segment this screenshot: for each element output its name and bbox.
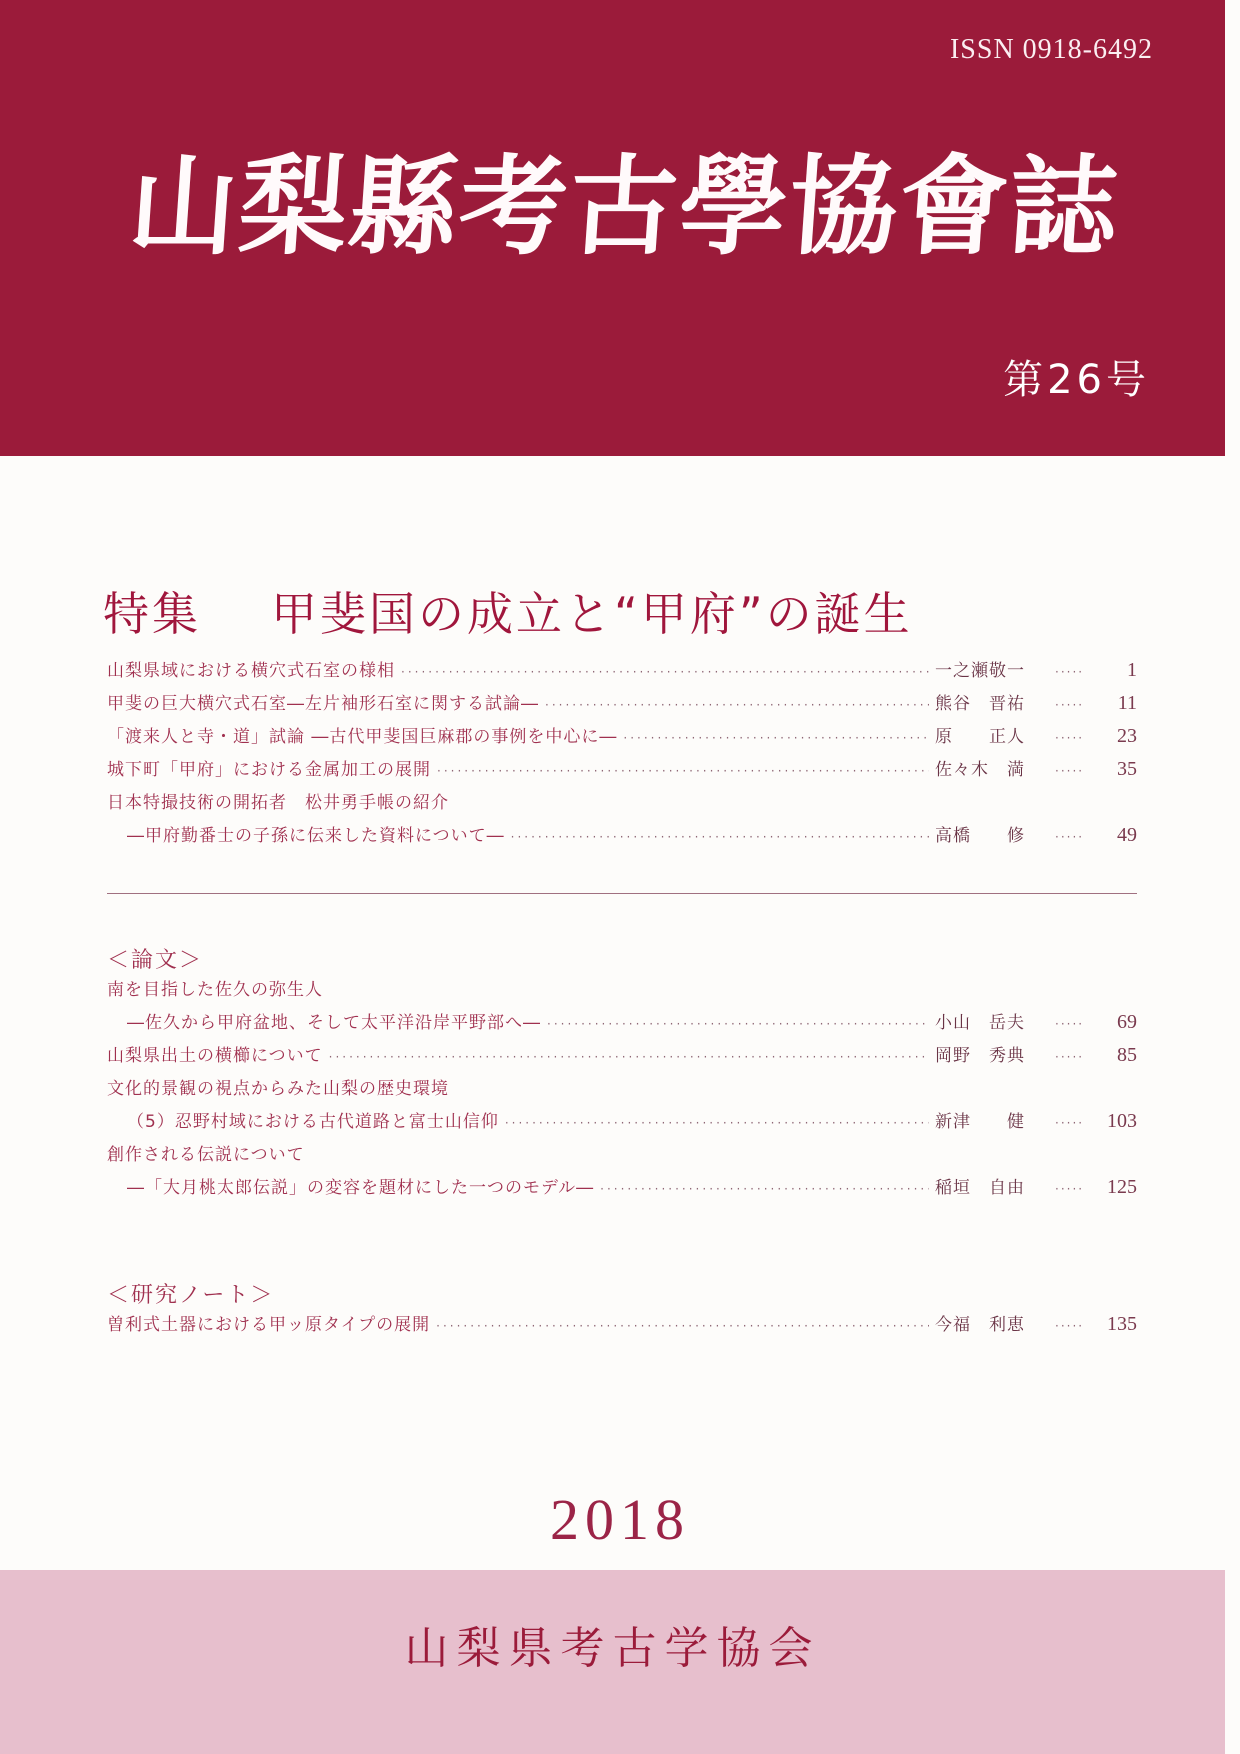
notes-list bbox=[107, 1310, 1137, 1343]
toc-page: 85 bbox=[1117, 1044, 1137, 1066]
toc-title: 甲斐の巨大横穴式石室―左片袖形石室に関する試論― bbox=[107, 694, 539, 714]
toc-page: 103 bbox=[1107, 1110, 1137, 1132]
leader-dots bbox=[401, 665, 929, 679]
toc-row bbox=[107, 1107, 1137, 1140]
leader-dots bbox=[600, 1182, 929, 1196]
leader-dots bbox=[1055, 830, 1097, 844]
toc-author: 小山 岳夫 bbox=[935, 1013, 1025, 1033]
papers-list bbox=[107, 975, 1137, 1206]
toc-row bbox=[107, 1140, 1137, 1173]
leader-dots bbox=[1055, 1116, 1097, 1130]
toc-row bbox=[107, 1074, 1137, 1107]
toc-author: 高橋 修 bbox=[935, 826, 1025, 846]
toc-author: 一之瀬敬一 bbox=[935, 661, 1025, 681]
leader-dots bbox=[505, 1116, 929, 1130]
toc-page: 49 bbox=[1117, 824, 1137, 846]
leader-dots bbox=[1055, 731, 1097, 745]
toc-title: ―佐久から甲府盆地、そして太平洋沿岸平野部へ― bbox=[127, 1013, 541, 1033]
issn: ISSN 0918-6492 bbox=[949, 34, 1153, 65]
toc-row bbox=[107, 689, 1137, 722]
journal-title: 山梨縣考古學協會誌 bbox=[124, 144, 1124, 270]
leader-dots bbox=[329, 1050, 929, 1064]
toc-title: 「渡来人と寺・道」試論 ―古代甲斐国巨麻郡の事例を中心に― bbox=[107, 727, 618, 747]
leader-dots bbox=[1055, 1319, 1097, 1333]
special-feature-list bbox=[107, 656, 1137, 854]
toc-title: 創作される伝説について bbox=[107, 1145, 305, 1165]
special-feature-title: 甲斐国の成立と“甲府”の誕生 bbox=[271, 587, 913, 641]
toc-page: 135 bbox=[1107, 1313, 1137, 1335]
toc-author: 熊谷 晋祐 bbox=[935, 694, 1025, 714]
toc-title: 南を目指した佐久の弥生人 bbox=[107, 980, 323, 1000]
toc-page: 125 bbox=[1107, 1176, 1137, 1198]
toc-row bbox=[107, 788, 1137, 821]
leader-dots bbox=[1055, 764, 1097, 778]
toc-row bbox=[107, 656, 1137, 689]
toc-page: 11 bbox=[1117, 692, 1137, 714]
toc-author: 佐々木 満 bbox=[935, 760, 1025, 780]
toc-row bbox=[107, 722, 1137, 755]
leader-dots bbox=[547, 1017, 929, 1031]
toc-title: 日本特撮技術の開拓者 松井勇手帳の紹介 bbox=[107, 793, 449, 813]
divider bbox=[107, 893, 1137, 894]
leader-dots bbox=[1055, 1017, 1097, 1031]
toc-title: （5）忍野村域における古代道路と富士山信仰 bbox=[127, 1112, 499, 1132]
toc-author: 岡野 秀典 bbox=[935, 1046, 1025, 1066]
toc-title: ―甲府勤番士の子孫に伝来した資料について― bbox=[127, 826, 505, 846]
leader-dots bbox=[437, 764, 929, 778]
toc-row bbox=[107, 755, 1137, 788]
publisher-name: 山梨県考古学協会 bbox=[404, 1623, 821, 1674]
toc-row bbox=[107, 975, 1137, 1008]
toc-title: 山梨県出土の横櫛について bbox=[107, 1046, 323, 1066]
toc-author: 稲垣 自由 bbox=[935, 1178, 1025, 1198]
toc-page: 35 bbox=[1117, 758, 1137, 780]
toc-author: 原 正人 bbox=[935, 727, 1025, 747]
toc-row bbox=[107, 1041, 1137, 1074]
leader-dots bbox=[1055, 1182, 1097, 1196]
publication-year: 2018 bbox=[550, 1487, 690, 1552]
leader-dots bbox=[1055, 698, 1097, 712]
toc-row bbox=[107, 1310, 1137, 1343]
toc-title: 曽利式土器における甲ッ原タイプの展開 bbox=[107, 1315, 431, 1335]
issue-number: 第26号 bbox=[1003, 357, 1150, 403]
leader-dots bbox=[545, 698, 929, 712]
toc-title: ―「大月桃太郎伝説」の変容を題材にした一つのモデル― bbox=[127, 1178, 595, 1198]
toc-title: 文化的景観の視点からみた山梨の歴史環境 bbox=[107, 1079, 449, 1099]
toc-page: 1 bbox=[1127, 659, 1137, 681]
special-feature-label: 特集 bbox=[103, 587, 201, 641]
toc-row bbox=[107, 1173, 1137, 1206]
leader-dots bbox=[436, 1319, 929, 1333]
leader-dots bbox=[1055, 1050, 1097, 1064]
leader-dots bbox=[1055, 665, 1097, 679]
toc-author: 新津 健 bbox=[935, 1112, 1025, 1132]
toc-row bbox=[107, 1008, 1137, 1041]
toc-row bbox=[107, 821, 1137, 854]
toc-title: 山梨県域における横穴式石室の様相 bbox=[107, 661, 395, 681]
leader-dots bbox=[511, 830, 929, 844]
special-feature-heading bbox=[103, 578, 1143, 644]
papers-heading: ＜論文＞ bbox=[107, 948, 204, 973]
toc-page: 69 bbox=[1117, 1011, 1137, 1033]
toc-author: 今福 利恵 bbox=[935, 1315, 1025, 1335]
notes-heading: ＜研究ノート＞ bbox=[107, 1283, 275, 1308]
toc-title: 城下町「甲府」における金属加工の展開 bbox=[107, 760, 431, 780]
toc-page: 23 bbox=[1117, 725, 1137, 747]
leader-dots bbox=[623, 731, 929, 745]
